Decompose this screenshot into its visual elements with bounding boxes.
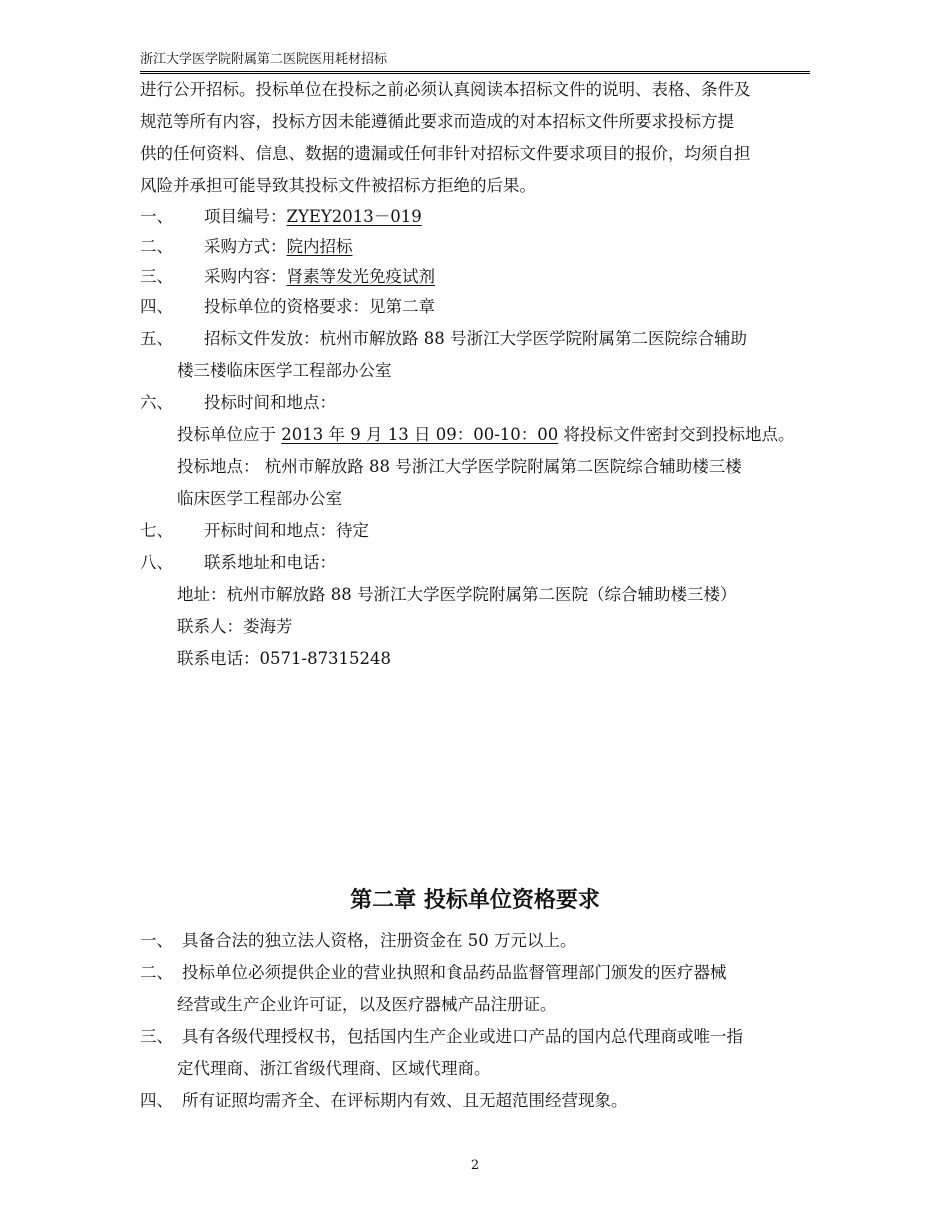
qualification-item: [140, 1085, 810, 1117]
qualification-continuation: 经营或生产企业许可证，以及医疗器械产品注册证。: [177, 995, 557, 1014]
qualification-continuation: 定代理商、浙江省级代理商、区域代理商。: [177, 1059, 491, 1078]
item-continuation: 楼三楼临床医学工程部办公室: [177, 361, 392, 380]
item-procurement-method: [140, 231, 810, 261]
item-label: 开标时间和地点：待定: [204, 521, 369, 540]
item-project-number: [140, 201, 810, 231]
item-number: 四、: [140, 1091, 173, 1110]
item-contact: [140, 547, 810, 579]
item-opening-time: [140, 515, 810, 547]
contact-address: 地址：杭州市解放路 88 号浙江大学医学院附属第二医院（综合辅助楼三楼）: [177, 585, 737, 604]
item-number: 五、: [140, 329, 173, 348]
running-header: 浙江大学医学院附属第二医院医用耗材招标: [140, 52, 388, 67]
item-label: 招标文件发放：杭州市解放路 88 号浙江大学医学院附属第二医院综合辅助: [204, 329, 747, 348]
item-number: 三、: [140, 1027, 173, 1046]
project-number-value: ZYEY2013－019: [286, 207, 422, 226]
bid-place-line: 投标地点： 杭州市解放路 88 号浙江大学医学院附属第二医院综合辅助楼三楼: [177, 457, 742, 476]
bid-time-line: [140, 419, 810, 451]
intro-line: 供的任何资料、信息、数据的遗漏或任何非针对招标文件要求项目的报价，均须自担: [140, 144, 751, 163]
item-label: 投标单位的资格要求：见第二章: [204, 297, 435, 316]
procurement-method-value: 院内招标: [286, 237, 353, 256]
intro-line: 进行公开招标。投标单位在投标之前必须认真阅读本招标文件的说明、表格、条件及: [140, 80, 751, 99]
intro-line: 风险并承担可能导致其投标文件被招标方拒绝的后果。: [140, 176, 536, 195]
bid-time-prefix: 投标单位应于: [177, 425, 282, 444]
contact-person: 联系人：娄海芳: [177, 617, 293, 636]
page-number: 2: [470, 1158, 480, 1173]
item-number: 八、: [140, 553, 173, 572]
qualification-text: 投标单位必须提供企业的营业执照和食品药品监督管理部门颁发的医疗器械: [182, 963, 727, 982]
qualification-text: 具备合法的独立法人资格，注册资金在 50 万元以上。: [182, 931, 577, 950]
item-number: 二、: [140, 963, 173, 982]
intro-section: [140, 74, 810, 202]
item-number: 七、: [140, 521, 173, 540]
item-number: 四、: [140, 297, 173, 316]
item-number: 二、: [140, 237, 173, 256]
bid-time-suffix: 将投标文件密封交到投标地点。: [558, 425, 795, 444]
item-label: 投标时间和地点：: [204, 393, 336, 412]
qualification-list: [140, 925, 810, 1117]
qualification-item: [140, 957, 810, 989]
item-number: 三、: [140, 267, 173, 286]
intro-line: 规范等所有内容，投标方因未能遵循此要求而造成的对本招标文件所要求投标方提: [140, 112, 734, 131]
bid-time-value: 2013 年 9 月 13 日 09：00-10：00: [281, 425, 559, 444]
item-qualification: [140, 291, 810, 323]
bid-place-line: 临床医学工程部办公室: [177, 489, 342, 508]
item-label: 项目编号：: [204, 207, 287, 226]
procurement-content-value: 肾素等发光免疫试剂: [286, 267, 435, 286]
qualification-text: 所有证照均需齐全、在评标期内有效、且无超范围经营现象。: [182, 1091, 628, 1110]
contact-phone: 联系电话：0571-87315248: [177, 649, 392, 668]
qualification-item: [140, 925, 810, 957]
item-number: 六、: [140, 393, 173, 412]
qualification-item: [140, 1021, 810, 1053]
items-section: [140, 201, 810, 675]
item-bid-time-place: [140, 387, 810, 419]
item-number: 一、: [140, 207, 173, 226]
item-label: 采购内容：: [204, 267, 287, 286]
item-label: 联系地址和电话：: [204, 553, 336, 572]
item-document-distribution: [140, 323, 810, 355]
item-procurement-content: [140, 261, 810, 291]
qualification-text: 具有各级代理授权书，包括国内生产企业或进口产品的国内总代理商或唯一指: [182, 1027, 743, 1046]
item-label: 采购方式：: [204, 237, 287, 256]
item-number: 一、: [140, 931, 173, 950]
chapter-title: 第二章 投标单位资格要求: [350, 888, 600, 913]
